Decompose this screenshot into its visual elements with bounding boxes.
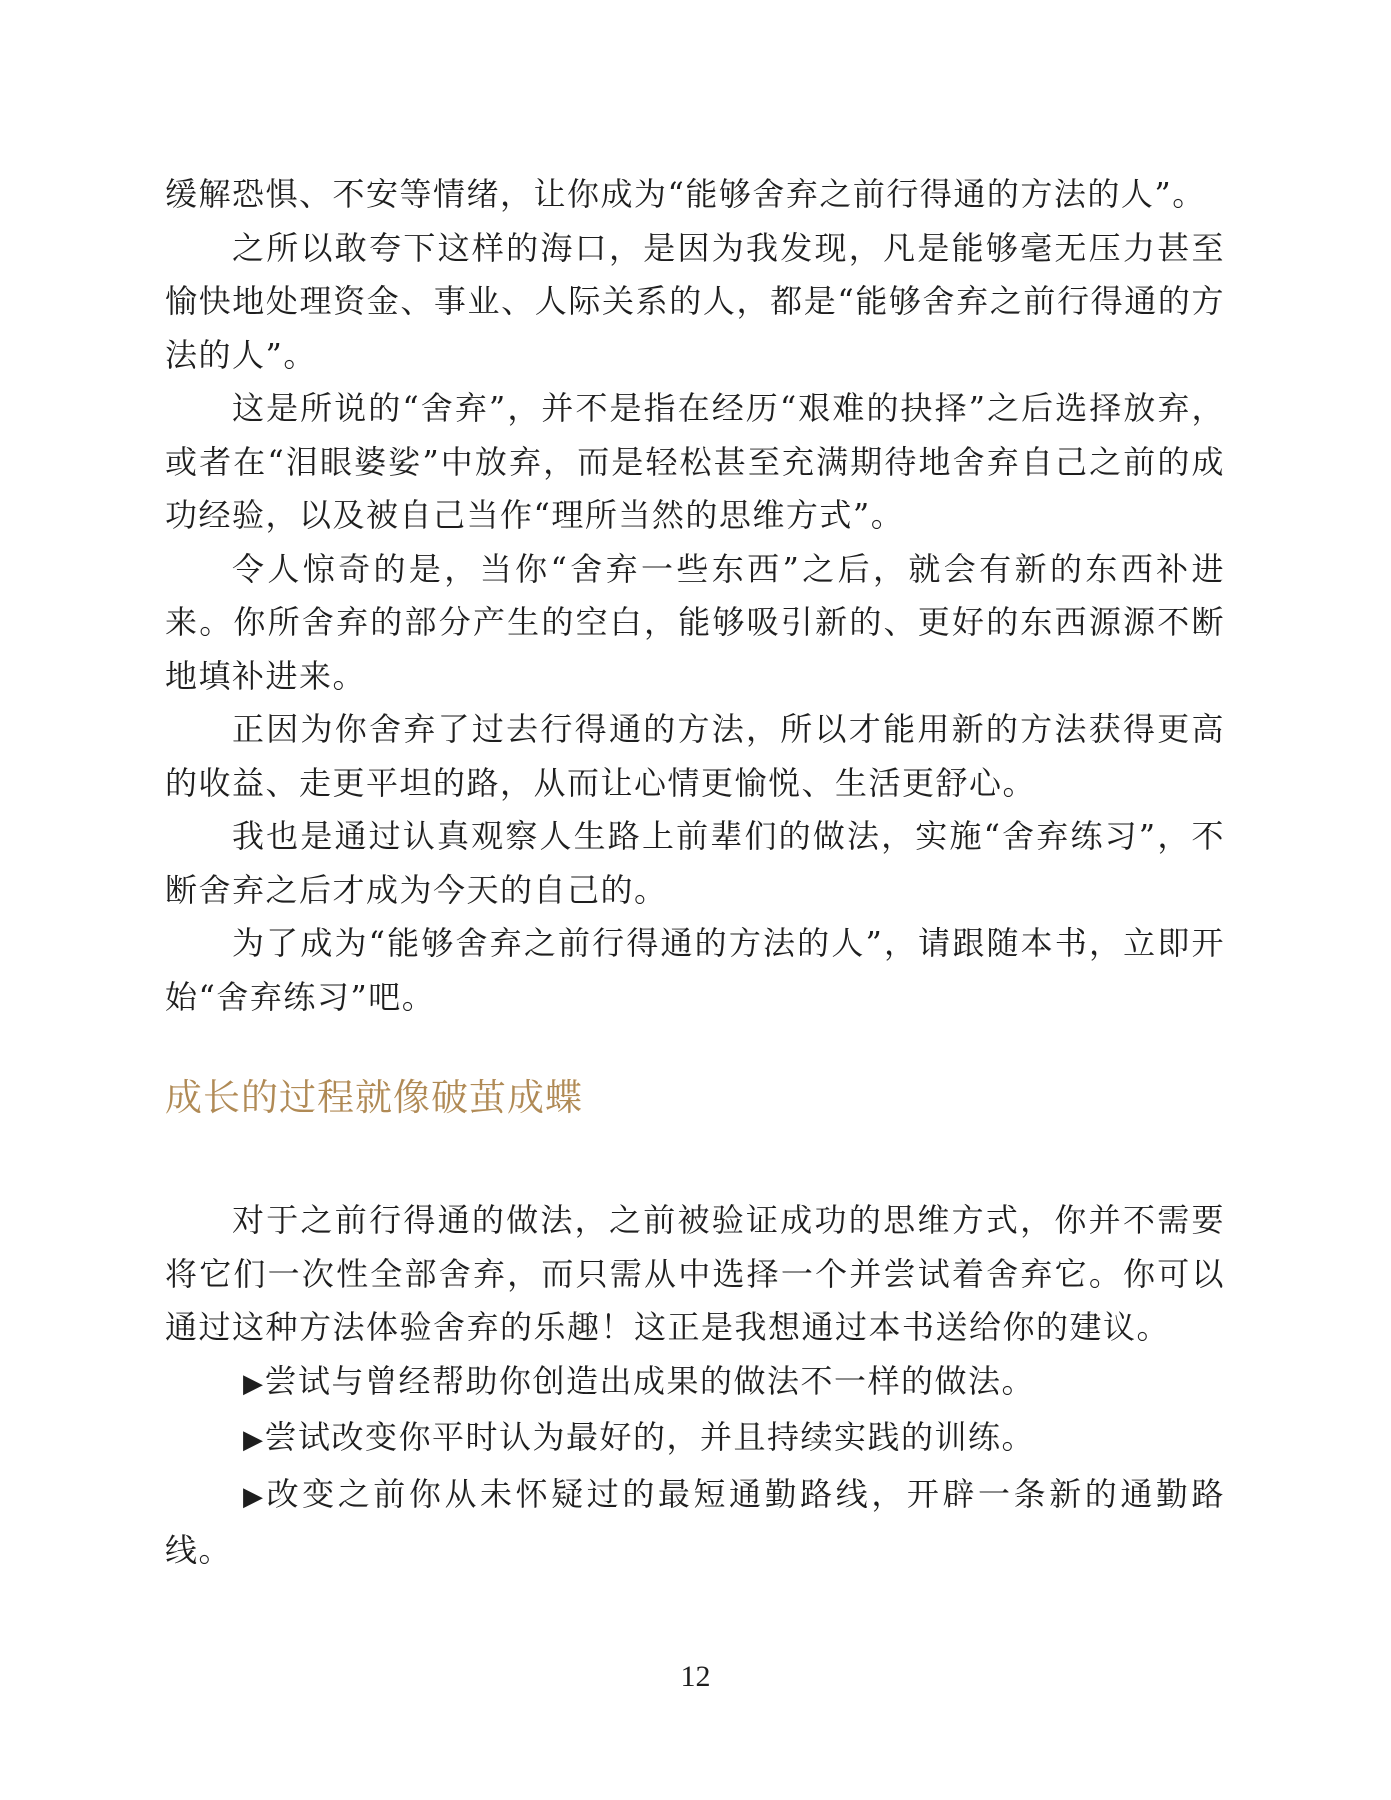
- body-paragraph: 之所以敢夸下这样的海口，是因为我发现，凡是能够毫无压力甚至愉快地处理资金、事业、人际关系的人，都是“能够舍弃之前行得通的方法的人”。: [165, 228, 1225, 374]
- body-paragraph: 这是所说的“舍弃”，并不是指在经历“艰难的抉择”之后选择放弃，或者在“泪眼婆娑”中放弃，而是轻松甚至充满期待地舍弃自己之前的成功经验，以及被自己当作“理所当然的思维方式”。: [165, 389, 1225, 534]
- section-heading-block: [165, 1024, 1225, 1194]
- triangle-bullet-icon: ▶: [243, 1368, 265, 1399]
- triangle-bullet-icon: ▶: [243, 1425, 265, 1456]
- triangle-bullet-icon: ▶: [243, 1481, 267, 1512]
- bullet-item: [165, 1411, 1225, 1468]
- page-number: 12: [680, 1660, 711, 1693]
- bullet-text: 尝试与曾经帮助你创造出成果的做法不一样的做法。: [264, 1361, 1036, 1400]
- body-paragraph: 令人惊奇的是，当你“舍弃一些东西”之后，就会有新的东西补进来。你所舍弃的部分产生的空白，能够吸引新的、更好的东西源源不断地填补进来。: [165, 549, 1225, 695]
- bullet-text: 改变之前你从未怀疑过的最短通勤路线，开辟一条新的通勤路线。: [165, 1474, 1225, 1570]
- body-paragraph: 对于之前行得通的做法，之前被验证成功的思维方式，你并不需要将它们一次性全部舍弃，而只需从中选择一个并尝试着舍弃它。你可以通过这种方法体验舍弃的乐趣！这正是我想通过本书送给你的建议。: [165, 1201, 1225, 1347]
- body-paragraph: 我也是通过认真观察人生路上前辈们的做法，实施“舍弃练习”，不断舍弃之后才成为今天的自己的。: [165, 817, 1225, 909]
- body-paragraph: 为了成为“能够舍弃之前行得通的方法的人”，请跟随本书，立即开始“舍弃练习”吧。: [165, 924, 1225, 1016]
- page-content: [165, 168, 1225, 1578]
- bullet-text: 尝试改变你平时认为最好的，并且持续实践的训练。: [264, 1418, 1036, 1457]
- body-paragraph: 正因为你舍弃了过去行得通的方法，所以才能用新的方法获得更高的收益、走更平坦的路，从而让心情更愉悦、生活更舒心。: [165, 710, 1225, 802]
- body-paragraph: 缓解恐惧、不安等情绪，让你成为“能够舍弃之前行得通的方法的人”。: [165, 175, 1206, 213]
- section-heading: 成长的过程就像破茧成蝶: [165, 1076, 583, 1119]
- bullet-item: [165, 1355, 1225, 1412]
- bullet-item: [165, 1468, 1225, 1578]
